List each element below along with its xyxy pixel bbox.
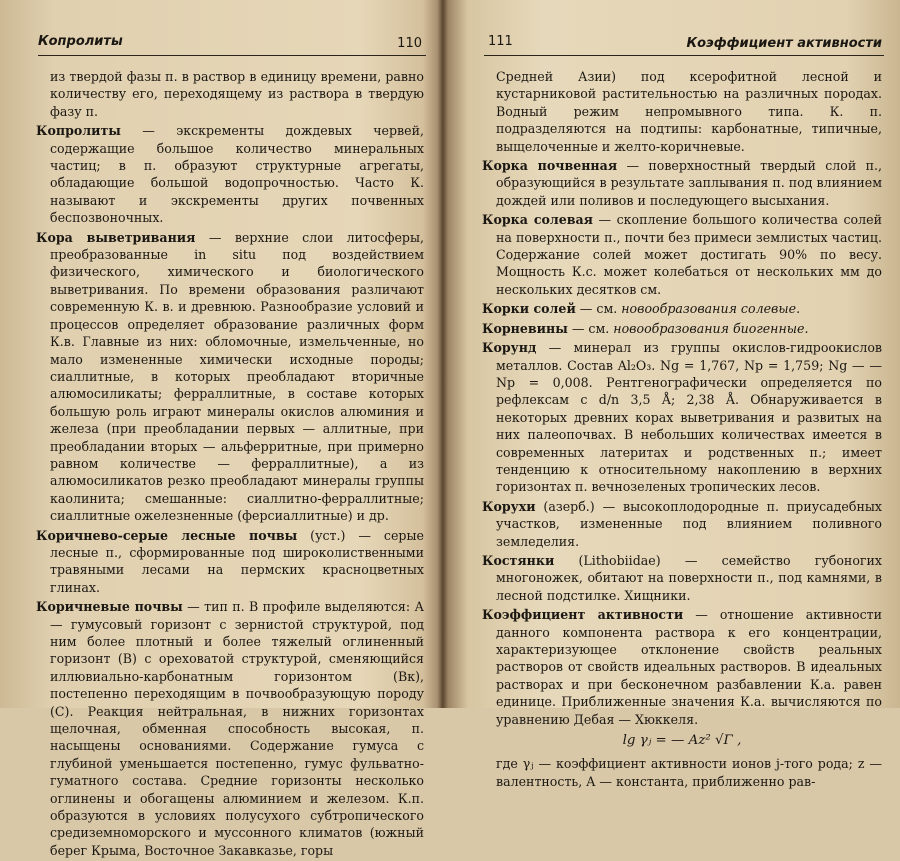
entry-term: Корка почвенная <box>482 158 618 174</box>
entry-term: Коричневые почвы <box>36 599 183 615</box>
entry-cross-reference: новообразования биогенные. <box>613 320 809 336</box>
dictionary-entry <box>482 606 882 728</box>
entry-term: Костянки <box>482 552 555 568</box>
entry-term: Корухи <box>482 498 536 514</box>
dictionary-entry <box>482 157 882 209</box>
entry-term: Коричнево-серые лесные почвы <box>36 527 298 543</box>
entry-body: — скопление большого количества солей на поверхности п., почти без примеси землистых частиц. Содержание солей может достигать 90% по весу. Мощность К.с. может колебаться от нескольких мм до нескольких десятков см. <box>496 212 882 297</box>
entry-term: Кора выветривания <box>36 229 196 245</box>
entry-body: — см. <box>575 301 622 317</box>
dictionary-entry <box>482 211 882 298</box>
entry-term: Корневины <box>482 320 568 336</box>
dictionary-entry <box>36 229 424 525</box>
debye-huckel-formula <box>482 732 882 749</box>
dictionary-entry <box>36 598 424 859</box>
entry-body: (Lithobiidae) — семейство губоногих многоножек, обитают на поверхности п., под камнями, в лесной подстилке. Хищники. <box>496 552 882 603</box>
left-header-rule <box>38 55 426 56</box>
left-page <box>0 0 440 858</box>
entry-body: — поверхностный твердый слой п., образующийся в результате заплывания п. под влиянием дождей или поливов и последующего высыхания. <box>496 158 882 208</box>
entry-body: — минерал из группы окислов-гидроокислов металлов. Состав Al₂O₃. Ng = 1,767, Np = 1,759; Ng — — Np = 0,008. Рентгенографически определяется по рефлексам с d/n 3,5 Å; 2,38 Å. Обнаруживается в некоторых древних корах выветривания и развитых на них палеопочвах. В небольших количествах имеется в современных латеритах и родственных п.; имеет тенденцию к относительному накоплению в верхних горизонтах п. вечнозеленых тропических лесов. <box>496 340 882 495</box>
right-page-number: 111 <box>488 34 513 49</box>
entry-body: (азерб.) — высокоплодородные п. приусадебных участков, измененные под влиянием поливного земледелия. <box>496 498 882 549</box>
entry-term: Корка солевая <box>482 212 593 228</box>
entry-term: Коэффициент активности <box>482 607 684 623</box>
entry-cross-reference: новообразования солевые. <box>621 301 801 317</box>
entry-term: Корунд <box>482 340 537 356</box>
dictionary-entry <box>482 300 882 317</box>
entry-term: Корки солей <box>482 301 576 317</box>
continuation-text: из твердой фазы п. в раствор в единицу времени, равно количеству его, переходящему из раствора в твердую фазу п. <box>50 69 424 119</box>
right-page <box>452 0 900 789</box>
continuation-text: Средней Азии) под ксерофитной лесной и кустарниковой растительностью на различных породах. Водный режим непромывного типа. К. п. подразделяются на подтипы: карбонатные, типичные, выщелоченные и желто-коричневые. <box>496 69 882 154</box>
right-page-header <box>484 28 884 58</box>
entry-term: Копролиты <box>36 123 121 139</box>
entry-body: — верхние слои литосферы, преобразованные in situ под воздействием физического, химического и биологического выветривания. По времени образования различают современную К. в. и древнюю. Разнообразие условий и процессов определяет образование различных форм К.в. Главные из них: обломочные, измельченные, но мало измененные химически исходные породы; сиаллитные, в которых преобладают вторичные алюмосиликаты; ферраллитные, в составе которых большую роль играют минералы окислов алюминия и железа (при преобладании первых — аллитные, при преобладании вторых — альферритные, при примерно равном количестве — ферраллитные), а из алюмосиликатов резко преобладают минералы группы каолинита; смешанные: сиаллитно-ферраллитные; сиаллитные ожелезненные (ферсиаллитные) и др. <box>50 229 424 524</box>
entry-body: — тип п. В профиле выделяются: А — гумусовый горизонт с зернистой структурой, под ним более плотный и более тяжелый оглиненный горизонт (В) с ореховатой структурой, сменяющийся иллювиально-карбонатным горизонтом (Bк), постепенно переходящим в почвообразующую породу (С). Реакция нейтральная, в нижних горизонтах щелочная, обменная способность высокая, п. насыщены основаниями. Содержание гумуса с глубиной уменьшается постепенно, гумус фульватно-гуматного состава. Средние горизонты несколько оглинены и обогащены алюминием и железом. К.п. образуются в условиях полусухого субтропического средиземноморского и муссонного климатов (южный берег Крыма, Восточное Закавказье, горы <box>50 599 424 858</box>
left-header-title: Копролиты <box>38 34 123 49</box>
right-page-text <box>482 68 882 792</box>
formula-explanation: где γⱼ — коэффициент активности ионов j-того рода; z — валентность, A — константа, приближенно рав- <box>496 756 882 789</box>
right-header-title: Коэффициент активности <box>686 36 882 51</box>
entry-body: — экскременты дождевых червей, содержащие большое количество минеральных частиц; в п. образуют структурные агрегаты, обладающие большой водопрочностью. Часто К. называют и экскременты других почвенных беспозвоночных. <box>50 123 424 226</box>
left-page-header <box>38 28 426 58</box>
dictionary-entry <box>482 339 882 496</box>
dictionary-entry <box>482 552 882 604</box>
dictionary-entry <box>36 122 424 226</box>
dictionary-entry <box>482 498 882 550</box>
dictionary-entry <box>482 320 882 337</box>
entry-body: — см. <box>567 320 614 336</box>
left-page-text <box>36 68 424 861</box>
entry-body: (уст.) — серые лесные п., сформированные под широколиственными травяными лесами на пермских красноцветных глинах. <box>50 527 424 595</box>
formula-text: lg γⱼ = — Az² √Γ , <box>622 733 742 749</box>
dictionary-entry <box>36 527 424 597</box>
left-page-number: 110 <box>397 36 422 51</box>
entry-body: — отношение активности данного компонента раствора к его концентрации, характеризующее отклонение свойств реальных растворов от свойств идеальных растворов. В идеальных растворах и при бесконечном разбавлении К.а. равен единице. Приближенные значения К.а. вычисляются по уравнению Дебая — Хюккеля. <box>496 607 882 727</box>
right-header-rule <box>484 55 884 56</box>
